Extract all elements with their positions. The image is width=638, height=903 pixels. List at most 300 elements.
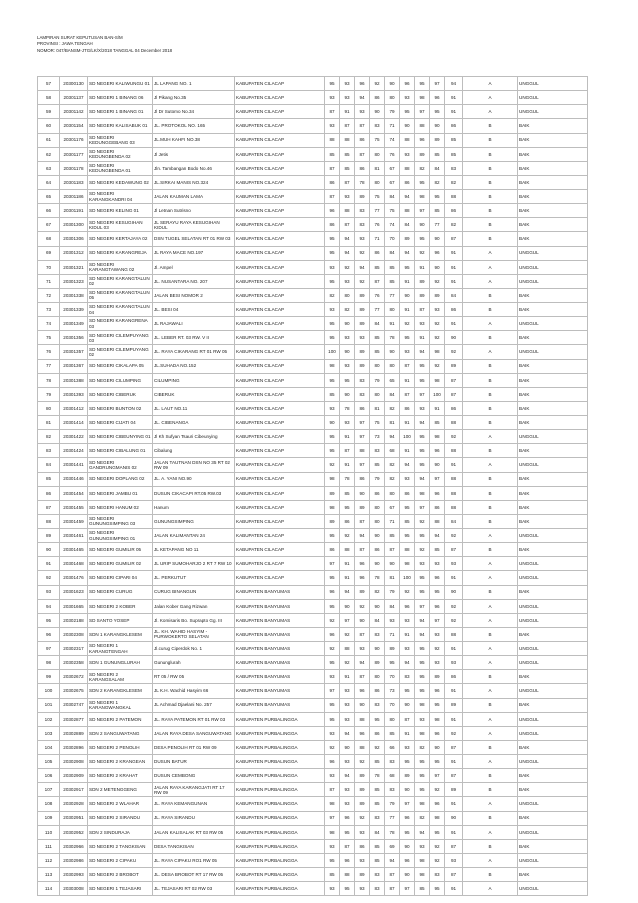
table-row [38, 401, 588, 415]
score-cell: 87 [325, 783, 340, 797]
score-cell: 90 [400, 119, 415, 133]
row-number: 88 [38, 514, 60, 528]
score-cell: 71 [385, 627, 400, 641]
score-cell: 87 [415, 303, 430, 317]
school-name-cell: SDN 2 SANGUWATANG [88, 726, 153, 740]
row-number: 62 [38, 147, 60, 161]
school-name-cell: SD NEGERI CIBEUNYING 01 [88, 430, 153, 444]
score-cell: 82 [415, 811, 430, 825]
score-cell: 80 [385, 486, 400, 500]
score-cell: 68 [385, 769, 400, 783]
row-number: 100 [38, 684, 60, 698]
score-cell: 92 [430, 274, 445, 288]
school-name-cell: SD NEGERI GANDRUNGMANIS 02 [88, 458, 153, 472]
regency-cell: KABUPATEN CILACAP [235, 416, 325, 430]
status-cell: UNGGUL [518, 430, 588, 444]
table-row [38, 769, 588, 783]
table-row [38, 260, 588, 274]
status-cell: BAIK [518, 331, 588, 345]
row-number: 83 [38, 444, 60, 458]
row-number: 102 [38, 712, 60, 726]
grade-cell: B [463, 500, 518, 514]
status-cell: BAIK [518, 204, 588, 218]
score-cell: 95 [325, 599, 340, 613]
grade-cell: B [463, 288, 518, 302]
total-score-cell: 91 [445, 260, 463, 274]
score-cell: 89 [400, 232, 415, 246]
npsn-cell: 20301424 [60, 444, 88, 458]
score-cell: 81 [370, 161, 385, 175]
score-cell: 92 [370, 740, 385, 754]
score-cell: 87 [355, 147, 370, 161]
score-cell: 86 [370, 726, 385, 740]
score-cell: 93 [355, 105, 370, 119]
address-cell: JL. RAYA CIKARANG RT 01 RW 05 [153, 345, 235, 359]
score-cell: 85 [400, 514, 415, 528]
score-cell: 95 [325, 698, 340, 712]
total-score-cell: 91 [445, 105, 463, 119]
score-cell: 89 [355, 288, 370, 302]
grade-cell: B [463, 387, 518, 401]
score-cell: 86 [325, 175, 340, 189]
regency-cell: KABUPATEN CILACAP [235, 472, 325, 486]
school-name-cell: SD NEGERI CURUG [88, 585, 153, 599]
score-cell: 98 [430, 811, 445, 825]
score-cell: 79 [385, 585, 400, 599]
score-cell: 94 [355, 529, 370, 543]
total-score-cell: 87 [445, 769, 463, 783]
npsn-cell: 20301461 [60, 529, 88, 543]
score-cell: 95 [415, 359, 430, 373]
score-cell: 87 [340, 119, 355, 133]
total-score-cell: 90 [445, 585, 463, 599]
score-cell: 83 [355, 204, 370, 218]
score-cell: 93 [400, 472, 415, 486]
npsn-cell: 20301300 [60, 218, 88, 232]
regency-cell: KABUPATEN PURBALINGGA [235, 740, 325, 754]
school-name-cell: SD NEGERI 1 KARANGWANGKAL [88, 698, 153, 712]
row-number: 98 [38, 656, 60, 670]
school-name-cell: SDN 1 GUNUNGLURAH [88, 656, 153, 670]
score-cell: 95 [415, 373, 430, 387]
status-cell: BAIK [518, 543, 588, 557]
total-score-cell: 91 [445, 642, 463, 656]
total-score-cell: 89 [445, 783, 463, 797]
score-cell: 92 [355, 274, 370, 288]
npsn-cell: 20302986 [60, 853, 88, 867]
grade-cell: A [463, 613, 518, 627]
address-cell: Jl Dr Sutomo No.34 [153, 105, 235, 119]
total-score-cell: 87 [445, 868, 463, 882]
address-cell: JALAN KAUMAN LAMA [153, 190, 235, 204]
grade-cell: A [463, 557, 518, 571]
score-cell: 95 [415, 769, 430, 783]
score-cell: 83 [400, 670, 415, 684]
score-cell: 95 [415, 175, 430, 189]
total-score-cell: 91 [445, 458, 463, 472]
score-cell: 91 [400, 726, 415, 740]
school-name-cell: SD NEGERI CILEMPUYANG 03 [88, 331, 153, 345]
grade-cell: B [463, 147, 518, 161]
score-cell: 93 [340, 712, 355, 726]
grade-cell: A [463, 853, 518, 867]
score-cell: 85 [325, 868, 340, 882]
score-cell: 95 [325, 274, 340, 288]
score-cell: 83 [385, 755, 400, 769]
grade-cell: B [463, 585, 518, 599]
npsn-cell: 20301312 [60, 246, 88, 260]
score-cell: 95 [340, 373, 355, 387]
status-cell: UNGGUL [518, 345, 588, 359]
score-cell: 93 [355, 882, 370, 896]
address-cell: JL. RAYA PATEMON RT 01 RW 03 [153, 712, 235, 726]
score-cell: 75 [370, 190, 385, 204]
score-cell: 95 [415, 585, 430, 599]
regency-cell: KABUPATEN CILACAP [235, 458, 325, 472]
table-row [38, 882, 588, 896]
row-number: 110 [38, 825, 60, 839]
score-cell: 84 [385, 599, 400, 613]
score-cell: 94 [415, 416, 430, 430]
npsn-cell: 20301142 [60, 105, 88, 119]
npsn-cell: 20301388 [60, 373, 88, 387]
score-cell: 90 [355, 486, 370, 500]
score-cell: 65 [385, 373, 400, 387]
score-cell: 89 [400, 769, 415, 783]
row-number: 89 [38, 529, 60, 543]
score-cell: 94 [385, 430, 400, 444]
status-cell: BAIK [518, 387, 588, 401]
school-name-cell: SD NEGERI 1 BINANG 06 [88, 91, 153, 105]
row-number: 112 [38, 853, 60, 867]
score-cell: 96 [430, 726, 445, 740]
score-cell: 69 [385, 839, 400, 853]
score-cell: 96 [355, 726, 370, 740]
score-cell: 87 [385, 882, 400, 896]
school-name-cell: SD NEGERI DOPLANG 02 [88, 472, 153, 486]
status-cell: BAIK [518, 486, 588, 500]
table-row [38, 585, 588, 599]
school-name-cell: SD NEGERI KELING 01 [88, 204, 153, 218]
row-number: 91 [38, 557, 60, 571]
regency-cell: KABUPATEN CILACAP [235, 543, 325, 557]
score-cell: 91 [340, 430, 355, 444]
grade-cell: B [463, 627, 518, 641]
score-cell: 85 [415, 882, 430, 896]
score-cell: 91 [415, 260, 430, 274]
score-cell: 93 [325, 769, 340, 783]
score-cell: 96 [430, 486, 445, 500]
status-cell: BAIK [518, 218, 588, 232]
score-cell: 95 [430, 105, 445, 119]
school-name-cell: SD NEGERI 2 KRAHAT [88, 769, 153, 783]
score-cell: 88 [340, 868, 355, 882]
npsn-cell: 20301191 [60, 204, 88, 218]
status-cell: BAIK [518, 627, 588, 641]
score-cell: 75 [370, 133, 385, 147]
status-cell: BAIK [518, 119, 588, 133]
address-cell: JL SERAYU RAYA KESUGIHAN KIDUL [153, 218, 235, 232]
score-cell: 96 [325, 755, 340, 769]
score-cell: 97 [355, 416, 370, 430]
score-cell: 88 [325, 133, 340, 147]
regency-cell: KABUPATEN CILACAP [235, 190, 325, 204]
table-row [38, 726, 588, 740]
score-cell: 71 [385, 119, 400, 133]
grade-cell: A [463, 656, 518, 670]
score-cell: 95 [325, 430, 340, 444]
score-cell: 86 [355, 161, 370, 175]
total-score-cell: 87 [445, 373, 463, 387]
status-cell: BAIK [518, 472, 588, 486]
score-cell: 95 [430, 585, 445, 599]
score-cell: 82 [370, 585, 385, 599]
table-row [38, 656, 588, 670]
table-row [38, 684, 588, 698]
npsn-cell: 20301349 [60, 317, 88, 331]
score-cell: 97 [415, 204, 430, 218]
school-name-cell: SD NEGERI KARANGREJA [88, 246, 153, 260]
score-cell: 86 [340, 514, 355, 528]
score-cell: 93 [355, 853, 370, 867]
score-cell: 95 [400, 260, 415, 274]
score-cell: 83 [370, 444, 385, 458]
score-cell: 83 [355, 387, 370, 401]
total-score-cell: 84 [445, 514, 463, 528]
score-cell: 88 [400, 543, 415, 557]
score-cell: 93 [325, 260, 340, 274]
score-cell: 87 [400, 359, 415, 373]
total-score-cell: 88 [445, 486, 463, 500]
npsn-cell: 20301339 [60, 303, 88, 317]
score-cell: 89 [355, 359, 370, 373]
score-cell: 95 [400, 684, 415, 698]
score-cell: 92 [430, 642, 445, 656]
row-number: 94 [38, 599, 60, 613]
score-cell: 89 [430, 133, 445, 147]
regency-cell: KABUPATEN PURBALINGGA [235, 726, 325, 740]
regency-cell: KABUPATEN PURBALINGGA [235, 783, 325, 797]
grade-cell: B [463, 514, 518, 528]
score-cell: 91 [400, 416, 415, 430]
score-cell: 95 [325, 656, 340, 670]
npsn-cell: 20301446 [60, 472, 88, 486]
npsn-cell: 20301176 [60, 133, 88, 147]
score-cell: 89 [385, 642, 400, 656]
npsn-cell: 20301154 [60, 119, 88, 133]
score-cell: 97 [355, 458, 370, 472]
address-cell: RT 05 / RW 05 [153, 670, 235, 684]
score-cell: 93 [415, 839, 430, 853]
school-name-cell: SD NEGERI KALISABUK 01 [88, 119, 153, 133]
table-row [38, 331, 588, 345]
score-cell: 81 [370, 401, 385, 415]
score-cell: 87 [355, 543, 370, 557]
row-number: 61 [38, 133, 60, 147]
status-cell: BAIK [518, 500, 588, 514]
score-cell: 95 [400, 500, 415, 514]
score-cell: 90 [430, 119, 445, 133]
score-cell: 100 [400, 571, 415, 585]
school-name-cell: SD NEGERI KARANGRENA 03 [88, 317, 153, 331]
score-cell: 87 [325, 161, 340, 175]
regency-cell: KABUPATEN CILACAP [235, 317, 325, 331]
table-row [38, 458, 588, 472]
row-number: 71 [38, 274, 60, 288]
score-cell: 78 [340, 472, 355, 486]
score-cell: 97 [400, 882, 415, 896]
score-cell: 78 [340, 401, 355, 415]
address-cell: JL. RAYA KEMANGUNAN [153, 797, 235, 811]
address-cell: Jl Pikang No.35 [153, 91, 235, 105]
score-cell: 82 [325, 288, 340, 302]
row-number: 63 [38, 161, 60, 175]
score-cell: 91 [340, 557, 355, 571]
score-cell: 91 [340, 458, 355, 472]
grade-cell: A [463, 430, 518, 444]
score-cell: 94 [415, 472, 430, 486]
npsn-cell: 20302317 [60, 642, 88, 656]
npsn-cell: 20302952 [60, 825, 88, 839]
score-cell: 87 [340, 444, 355, 458]
score-cell: 83 [370, 627, 385, 641]
score-cell: 85 [385, 274, 400, 288]
row-number: 57 [38, 77, 60, 91]
table-row [38, 373, 588, 387]
header-line-1: LAMPIRAN SURAT KEPUTUSAN BAN-S/M [37, 35, 123, 40]
score-cell: 86 [400, 175, 415, 189]
address-cell: JL.SUHADA NO.152 [153, 359, 235, 373]
score-cell: 82 [415, 161, 430, 175]
score-cell: 83 [370, 119, 385, 133]
status-cell: UNGGUL [518, 853, 588, 867]
regency-cell: KABUPATEN CILACAP [235, 571, 325, 585]
regency-cell: KABUPATEN BANYUMAS [235, 613, 325, 627]
regency-cell: KABUPATEN CILACAP [235, 204, 325, 218]
score-cell: 67 [385, 161, 400, 175]
npsn-cell: 20301468 [60, 557, 88, 571]
score-cell: 82 [340, 303, 355, 317]
status-cell: BAIK [518, 585, 588, 599]
address-cell: GUNUNGSIMPING [153, 514, 235, 528]
npsn-cell: 20302928 [60, 797, 88, 811]
status-cell: BAIK [518, 769, 588, 783]
school-name-cell: SD NEGERI 1 TEJASARI [88, 882, 153, 896]
status-cell: UNGGUL [518, 91, 588, 105]
score-cell: 71 [385, 514, 400, 528]
score-cell: 94 [400, 190, 415, 204]
status-cell: UNGGUL [518, 246, 588, 260]
score-cell: 95 [400, 331, 415, 345]
score-cell: 89 [355, 797, 370, 811]
table-row [38, 670, 588, 684]
school-name-cell: SD NEGERI HANUM 02 [88, 500, 153, 514]
score-cell: 98 [325, 500, 340, 514]
score-cell: 89 [355, 317, 370, 331]
address-cell: JL. BESI 04 [153, 303, 235, 317]
score-cell: 95 [415, 430, 430, 444]
address-cell: DESA PENOLIH RT 01 RW 09 [153, 740, 235, 754]
status-cell: UNGGUL [518, 712, 588, 726]
score-cell: 95 [415, 458, 430, 472]
score-cell: 73 [385, 684, 400, 698]
school-name-cell: SD NEGERI CIPARI 04 [88, 571, 153, 585]
score-cell: 96 [430, 797, 445, 811]
table-row [38, 543, 588, 557]
row-number: 64 [38, 175, 60, 189]
grade-cell: A [463, 642, 518, 656]
score-cell: 80 [370, 500, 385, 514]
npsn-cell: 20301454 [60, 486, 88, 500]
table-row [38, 274, 588, 288]
score-cell: 95 [325, 246, 340, 260]
row-number: 75 [38, 331, 60, 345]
status-cell: UNGGUL [518, 642, 588, 656]
grade-cell: B [463, 359, 518, 373]
table-row [38, 571, 588, 585]
score-cell: 97 [415, 387, 430, 401]
total-score-cell: 92 [445, 726, 463, 740]
regency-cell: KABUPATEN CILACAP [235, 529, 325, 543]
score-cell: 84 [370, 613, 385, 627]
score-cell: 93 [400, 345, 415, 359]
regency-cell: KABUPATEN CILACAP [235, 161, 325, 175]
score-cell: 90 [370, 529, 385, 543]
score-cell: 90 [370, 599, 385, 613]
total-score-cell: 93 [445, 853, 463, 867]
grade-cell: B [463, 486, 518, 500]
score-cell: 82 [430, 175, 445, 189]
score-cell: 93 [340, 783, 355, 797]
npsn-cell: 20302188 [60, 613, 88, 627]
score-cell: 88 [430, 514, 445, 528]
score-cell: 84 [400, 218, 415, 232]
npsn-cell: 20301178 [60, 161, 88, 175]
score-cell: 70 [385, 232, 400, 246]
score-cell: 85 [430, 543, 445, 557]
total-score-cell: 91 [445, 571, 463, 585]
row-number: 101 [38, 698, 60, 712]
npsn-cell: 20303008 [60, 882, 88, 896]
regency-cell: KABUPATEN CILACAP [235, 133, 325, 147]
total-score-cell: 85 [445, 147, 463, 161]
score-cell: 95 [415, 571, 430, 585]
score-cell: 95 [325, 77, 340, 91]
regency-cell: KABUPATEN CILACAP [235, 500, 325, 514]
score-cell: 85 [430, 204, 445, 218]
score-cell: 82 [415, 740, 430, 754]
row-number: 72 [38, 288, 60, 302]
regency-cell: KABUPATEN PURBALINGGA [235, 811, 325, 825]
total-score-cell: 89 [445, 359, 463, 373]
score-cell: 86 [370, 684, 385, 698]
regency-cell: KABUPATEN CILACAP [235, 274, 325, 288]
score-cell: 91 [415, 331, 430, 345]
score-cell: 94 [340, 769, 355, 783]
score-cell: 95 [415, 684, 430, 698]
school-name-cell: SD NEGERI KARANGTALUN 04 [88, 303, 153, 317]
score-cell: 79 [385, 105, 400, 119]
school-name-cell: SD NEGERI 2 KARANGSALAM [88, 670, 153, 684]
score-cell: 89 [415, 274, 430, 288]
score-cell: 100 [325, 345, 340, 359]
table-row [38, 317, 588, 331]
total-score-cell: 89 [445, 698, 463, 712]
address-cell: JALAN KALISALAK RT 03 RW 05 [153, 825, 235, 839]
score-cell: 85 [340, 486, 355, 500]
school-name-cell: SD NEGERI GUMILIR 02 [88, 557, 153, 571]
address-cell: JL. DESA BROBOT RT 17 RW 05 [153, 868, 235, 882]
